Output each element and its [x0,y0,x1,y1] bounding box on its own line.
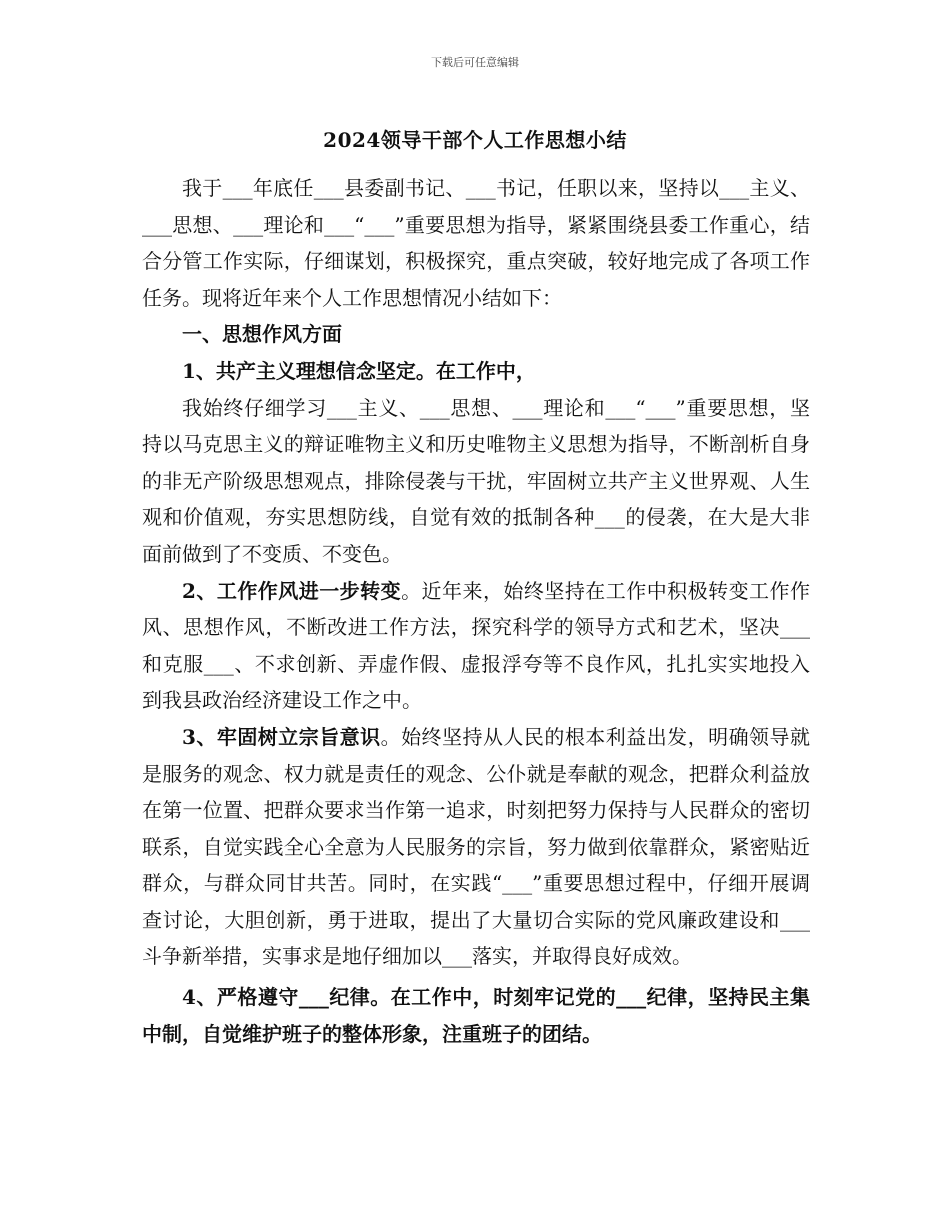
paragraph-intro: 我于___年底任___县委副书记、___书记，任职以来，坚持以___主义、___思想、___理论和___“___”重要思想为指导，紧紧围绕县委工作重心，结合分管工作实际，仔细谋划，积极探究，重点突破，较好地完成了各项工作任务。现将近年来个人工作思想情况小结如下： [142,176,810,310]
item-heading-1: 1、共产主义理想信念坚定。在工作中， [182,358,536,383]
section-heading-1: 一、思想作风方面 [182,322,342,347]
header-note: 下载后可任意编辑 [431,56,519,69]
paragraph-item-1: 我始终仔细学习___主义、___思想、___理论和___“___”重要思想，坚持以马克思主义的辩证唯物主义和历史唯物主义思想为指导，不断剖析自身的非无产阶级思想观点，排除侵袭与干扰，牢固树立共产主义世界观、人生观和价值观，夯实思想防线，自觉有效的抵制各种___的侵袭，在大是大非面前做到了不变质、不变色。 [142,395,810,566]
item-lead-3: 3、牢固树立宗旨意识 [182,724,381,749]
paragraph-item-4: 4、严格遵守___纪律。在工作中，时刻牢记党的___纪律，坚持民主集中制，自觉维护班子的整体形象，注重班子的团结。 [142,985,810,1046]
paragraph-item-3 [142,719,810,975]
item-body-3: 。始终坚持从人民的根本利益出发，明确领导就是服务的观念、权力就是责任的观念、公仆就是奉献的观念，把群众利益放在第一位置、把群众要求当作第一追求，时刻把努力保持与人民群众的密切联系，自觉实践全心全意为人民服务的宗旨，努力做到依靠群众，紧密贴近群众，与群众同甘共苦。同时，在实践“___”重要思想过程中，仔细开展调查讨论，大胆创新，勇于进取，提出了大量切合实际的党风廉政建设和___斗争新举措，实事求是地仔细加以___落实，并取得良好成效。 [142,724,810,969]
document-title: 2024领导干部个人工作思想小结 [323,128,627,152]
paragraph-item-2 [142,573,810,719]
item-body-2: 。近年来，始终坚持在工作中积极转变工作作风、思想作风，不断改进工作方法，探究科学的领导方式和艺术，坚决___和克服___、不求创新、弄虚作假、虚报浮夸等不良作风，扎扎实实地投入到我县政治经济建设工作之中。 [142,578,810,713]
document-body [142,170,810,1052]
item-lead-2: 2、工作作风进一步转变 [182,578,402,603]
